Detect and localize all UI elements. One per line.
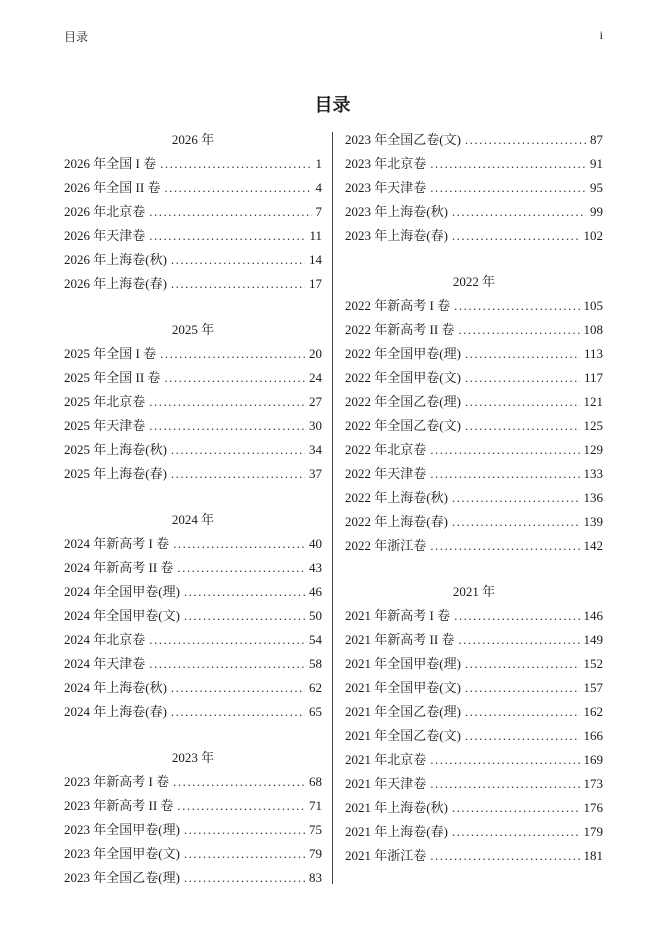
toc-entry-title: 2025 年上海卷(春) [64, 466, 167, 481]
toc-entry-page: 125 [583, 418, 603, 433]
toc-entry-title: 2023 年全国甲卷(文) [64, 846, 180, 861]
toc-entry-title: 2021 年天津卷 [345, 776, 427, 791]
toc-entry[interactable] [345, 390, 603, 414]
toc-entry-title: 2022 年北京卷 [345, 442, 427, 457]
running-title: 目录 [64, 30, 89, 44]
toc-entry[interactable] [64, 866, 322, 890]
toc-entry-title: 2023 年天津卷 [345, 180, 427, 195]
toc-entry-page: 139 [583, 514, 603, 529]
toc-entry-page: 27 [309, 394, 322, 409]
toc-entry[interactable] [345, 748, 603, 772]
dot-leader [173, 770, 305, 794]
toc-entry-title: 2026 年上海卷(春) [64, 276, 167, 291]
toc-entry[interactable] [345, 844, 603, 868]
toc-entry-title: 2023 年北京卷 [345, 156, 427, 171]
dot-leader [430, 176, 586, 200]
toc-entry-title: 2022 年天津卷 [345, 466, 427, 481]
toc-entry-page: 7 [315, 204, 322, 219]
toc-entry-title: 2024 年新高考 I 卷 [64, 536, 170, 551]
section-year-heading: 2024 年 [171, 512, 215, 527]
toc-entry[interactable] [345, 176, 603, 200]
toc-entry-page: 91 [590, 156, 603, 171]
toc-entry-page: 68 [309, 774, 322, 789]
toc-entry-title: 2024 年上海卷(秋) [64, 680, 167, 695]
toc-entry-title: 2024 年全国甲卷(文) [64, 608, 180, 623]
dot-leader [465, 414, 580, 438]
toc-entry-title: 2021 年浙江卷 [345, 848, 427, 863]
toc-entry-title: 2023 年全国乙卷(文) [345, 132, 461, 147]
dot-leader [465, 700, 580, 724]
toc-entry-title: 2025 年天津卷 [64, 418, 146, 433]
dot-leader [452, 224, 580, 248]
toc-entry[interactable] [64, 342, 322, 366]
toc-entry[interactable] [345, 676, 603, 700]
dot-leader [173, 532, 305, 556]
toc-entry-title: 2021 年上海卷(春) [345, 824, 448, 839]
toc-entry-page: 166 [583, 728, 603, 743]
toc-entry[interactable] [64, 842, 322, 866]
dot-leader [452, 796, 580, 820]
dot-leader [430, 534, 579, 558]
dot-leader [465, 342, 580, 366]
toc-entry-title: 2023 年全国乙卷(理) [64, 870, 180, 885]
toc-entry[interactable] [345, 294, 603, 318]
toc-entry-title: 2022 年浙江卷 [345, 538, 427, 553]
dot-leader [184, 604, 305, 628]
dot-leader [171, 700, 305, 724]
dot-leader [160, 342, 305, 366]
toc-entry-title: 2026 年全国 II 卷 [64, 180, 161, 195]
toc-entry-title: 2026 年天津卷 [64, 228, 146, 243]
dot-leader [465, 390, 580, 414]
toc-entry[interactable] [64, 604, 322, 628]
toc-entry-title: 2023 年新高考 I 卷 [64, 774, 170, 789]
dot-leader [171, 248, 305, 272]
toc-entry-page: 117 [583, 370, 603, 385]
toc-entry-title: 2021 年全国乙卷(文) [345, 728, 461, 743]
toc-entry-page: 75 [309, 822, 322, 837]
toc-entry-title: 2025 年上海卷(秋) [64, 442, 167, 457]
dot-leader [458, 628, 579, 652]
toc-entry-page: 4 [315, 180, 322, 195]
toc-entry[interactable] [345, 414, 603, 438]
toc-entry-page: 11 [309, 228, 322, 243]
toc-entry[interactable] [64, 390, 322, 414]
toc-entry-title: 2024 年全国甲卷(理) [64, 584, 180, 599]
toc-entry[interactable] [64, 200, 322, 224]
toc-section [64, 318, 322, 486]
dot-leader [458, 318, 579, 342]
toc-entry[interactable] [64, 818, 322, 842]
toc-entry-title: 2022 年上海卷(秋) [345, 490, 448, 505]
dot-leader [149, 390, 305, 414]
toc-entry-page: 133 [583, 466, 603, 481]
toc-section [345, 580, 603, 868]
dot-leader [149, 414, 305, 438]
toc-entry-page: 181 [583, 848, 603, 863]
dot-leader [465, 676, 580, 700]
toc-entry-page: 108 [583, 322, 603, 337]
toc-entry[interactable] [345, 700, 603, 724]
toc-entry-page: 54 [309, 632, 322, 647]
toc-entry[interactable] [345, 200, 603, 224]
toc-entry[interactable] [345, 796, 603, 820]
toc-entry-title: 2022 年全国甲卷(文) [345, 370, 461, 385]
dot-leader [465, 366, 580, 390]
toc-entry-title: 2025 年全国 I 卷 [64, 346, 157, 361]
toc-entry[interactable] [64, 770, 322, 794]
dot-leader [149, 652, 305, 676]
toc-entry[interactable] [64, 652, 322, 676]
toc-entry-title: 2023 年全国甲卷(理) [64, 822, 180, 837]
toc-entry-title: 2022 年全国乙卷(文) [345, 418, 461, 433]
toc-entry-page: 102 [583, 228, 603, 243]
dot-leader [465, 652, 580, 676]
toc-entry-page: 113 [583, 346, 603, 361]
toc-entry[interactable] [345, 534, 603, 558]
toc-entry-page: 162 [583, 704, 603, 719]
toc-entry-title: 2025 年全国 II 卷 [64, 370, 161, 385]
toc-entry-page: 99 [590, 204, 603, 219]
toc-entry-page: 30 [309, 418, 322, 433]
toc-entry[interactable] [64, 414, 322, 438]
section-year-heading: 2021 年 [452, 584, 496, 599]
section-year-heading: 2025 年 [171, 322, 215, 337]
toc-entry-page: 20 [309, 346, 322, 361]
dot-leader [149, 628, 305, 652]
dot-leader [430, 152, 586, 176]
toc-section [64, 508, 322, 724]
toc-entry[interactable] [64, 628, 322, 652]
toc-entry-page: 62 [309, 680, 322, 695]
toc-entry[interactable] [64, 580, 322, 604]
toc-entry-page: 87 [590, 132, 603, 147]
dot-leader [430, 844, 579, 868]
section-year-heading: 2022 年 [452, 274, 496, 289]
toc-entry-title: 2024 年天津卷 [64, 656, 146, 671]
dot-leader [184, 580, 305, 604]
toc-left-column [64, 128, 322, 912]
toc-entry-title: 2022 年上海卷(春) [345, 514, 448, 529]
dot-leader [452, 486, 580, 510]
dot-leader [452, 510, 580, 534]
toc-entry-page: 105 [583, 298, 603, 313]
toc-entry-title: 2021 年全国甲卷(文) [345, 680, 461, 695]
toc-right-column [345, 128, 603, 890]
toc-entry[interactable] [345, 628, 603, 652]
toc-entry-page: 83 [309, 870, 322, 885]
toc-entry[interactable] [64, 556, 322, 580]
toc-entry-title: 2022 年新高考 I 卷 [345, 298, 451, 313]
dot-leader [465, 128, 586, 152]
toc-entry[interactable] [64, 700, 322, 724]
toc-entry-page: 1 [315, 156, 322, 171]
toc-entry-title: 2023 年新高考 II 卷 [64, 798, 174, 813]
toc-entry-page: 50 [309, 608, 322, 623]
toc-entry[interactable] [64, 366, 322, 390]
dot-leader [184, 866, 305, 890]
toc-entry-title: 2022 年全国甲卷(理) [345, 346, 461, 361]
dot-leader [465, 724, 580, 748]
toc-entry[interactable] [64, 676, 322, 700]
toc-entry-page: 17 [309, 276, 322, 291]
dot-leader [430, 462, 579, 486]
toc-entry-page: 136 [583, 490, 603, 505]
toc-entry-page: 14 [309, 252, 322, 267]
toc-entry[interactable] [345, 510, 603, 534]
dot-leader [452, 820, 580, 844]
toc-entry[interactable] [345, 128, 603, 152]
toc-entry[interactable] [64, 794, 322, 818]
toc-section [64, 128, 322, 296]
toc-entry-title: 2024 年上海卷(春) [64, 704, 167, 719]
toc-entry[interactable] [345, 604, 603, 628]
toc-entry[interactable] [345, 724, 603, 748]
toc-entry-page: 157 [583, 680, 603, 695]
page-title: 目录 [314, 95, 351, 116]
page-number: i [599, 28, 603, 42]
toc-entry[interactable] [64, 176, 322, 200]
toc-entry-page: 95 [590, 180, 603, 195]
dot-leader [430, 438, 579, 462]
toc-entry-page: 149 [583, 632, 603, 647]
toc-entry-title: 2023 年上海卷(秋) [345, 204, 448, 219]
dot-leader [164, 176, 311, 200]
toc-entry-title: 2022 年全国乙卷(理) [345, 394, 461, 409]
toc-entry-title: 2021 年全国甲卷(理) [345, 656, 461, 671]
toc-entry-title: 2024 年新高考 II 卷 [64, 560, 174, 575]
toc-entry-page: 46 [309, 584, 322, 599]
toc-entry[interactable] [345, 462, 603, 486]
toc-entry[interactable] [64, 224, 322, 248]
toc-entry[interactable] [345, 318, 603, 342]
dot-leader [177, 556, 305, 580]
toc-section [345, 128, 603, 248]
toc-entry[interactable] [345, 820, 603, 844]
toc-entry-page: 142 [583, 538, 603, 553]
toc-entry-page: 152 [583, 656, 603, 671]
dot-leader [452, 200, 586, 224]
toc-section [64, 746, 322, 890]
dot-leader [171, 438, 305, 462]
toc-entry-page: 169 [583, 752, 603, 767]
toc-entry-title: 2026 年北京卷 [64, 204, 146, 219]
toc-section [345, 270, 603, 558]
toc-entry[interactable] [345, 224, 603, 248]
toc-entry-title: 2021 年新高考 I 卷 [345, 608, 451, 623]
toc-entry[interactable] [64, 248, 322, 272]
toc-entry-page: 37 [309, 466, 322, 481]
dot-leader [171, 462, 305, 486]
toc-entry[interactable] [345, 772, 603, 796]
toc-entry[interactable] [64, 152, 322, 176]
toc-entry-page: 65 [309, 704, 322, 719]
toc-entry[interactable] [345, 366, 603, 390]
toc-entry-title: 2025 年北京卷 [64, 394, 146, 409]
toc-entry[interactable] [345, 152, 603, 176]
dot-leader [184, 842, 305, 866]
toc-entry-page: 146 [583, 608, 603, 623]
dot-leader [430, 772, 579, 796]
toc-entry-page: 71 [309, 798, 322, 813]
dot-leader [149, 200, 311, 224]
toc-entry-title: 2022 年新高考 II 卷 [345, 322, 455, 337]
dot-leader [149, 224, 305, 248]
toc-entry-title: 2023 年上海卷(春) [345, 228, 448, 243]
toc-entry-page: 179 [583, 824, 603, 839]
toc-entry[interactable] [345, 652, 603, 676]
toc-entry-page: 34 [309, 442, 322, 457]
toc-entry-page: 121 [583, 394, 603, 409]
toc-entry-page: 79 [309, 846, 322, 861]
toc-entry[interactable] [64, 438, 322, 462]
toc-entry-title: 2021 年全国乙卷(理) [345, 704, 461, 719]
toc-entry-title: 2021 年北京卷 [345, 752, 427, 767]
toc-entry-title: 2021 年新高考 II 卷 [345, 632, 455, 647]
toc-entry[interactable] [345, 438, 603, 462]
column-divider [332, 132, 333, 884]
dot-leader [454, 604, 579, 628]
toc-entry-page: 176 [583, 800, 603, 815]
toc-entry[interactable] [64, 462, 322, 486]
toc-entry-page: 40 [309, 536, 322, 551]
toc-entry-page: 129 [583, 442, 603, 457]
dot-leader [171, 272, 305, 296]
dot-leader [160, 152, 311, 176]
dot-leader [454, 294, 579, 318]
toc-entry[interactable] [345, 486, 603, 510]
toc-entry[interactable] [64, 272, 322, 296]
toc-entry-title: 2024 年北京卷 [64, 632, 146, 647]
toc-entry-page: 43 [309, 560, 322, 575]
section-year-heading: 2026 年 [171, 132, 215, 147]
dot-leader [177, 794, 305, 818]
dot-leader [164, 366, 305, 390]
toc-entry[interactable] [64, 532, 322, 556]
toc-entry-title: 2021 年上海卷(秋) [345, 800, 448, 815]
section-year-heading: 2023 年 [171, 750, 215, 765]
toc-entry-page: 173 [583, 776, 603, 791]
dot-leader [184, 818, 305, 842]
toc-entry-title: 2026 年全国 I 卷 [64, 156, 157, 171]
toc-entry[interactable] [345, 342, 603, 366]
toc-entry-page: 58 [309, 656, 322, 671]
dot-leader [171, 676, 305, 700]
toc-entry-title: 2026 年上海卷(秋) [64, 252, 167, 267]
dot-leader [430, 748, 579, 772]
toc-entry-page: 24 [309, 370, 322, 385]
